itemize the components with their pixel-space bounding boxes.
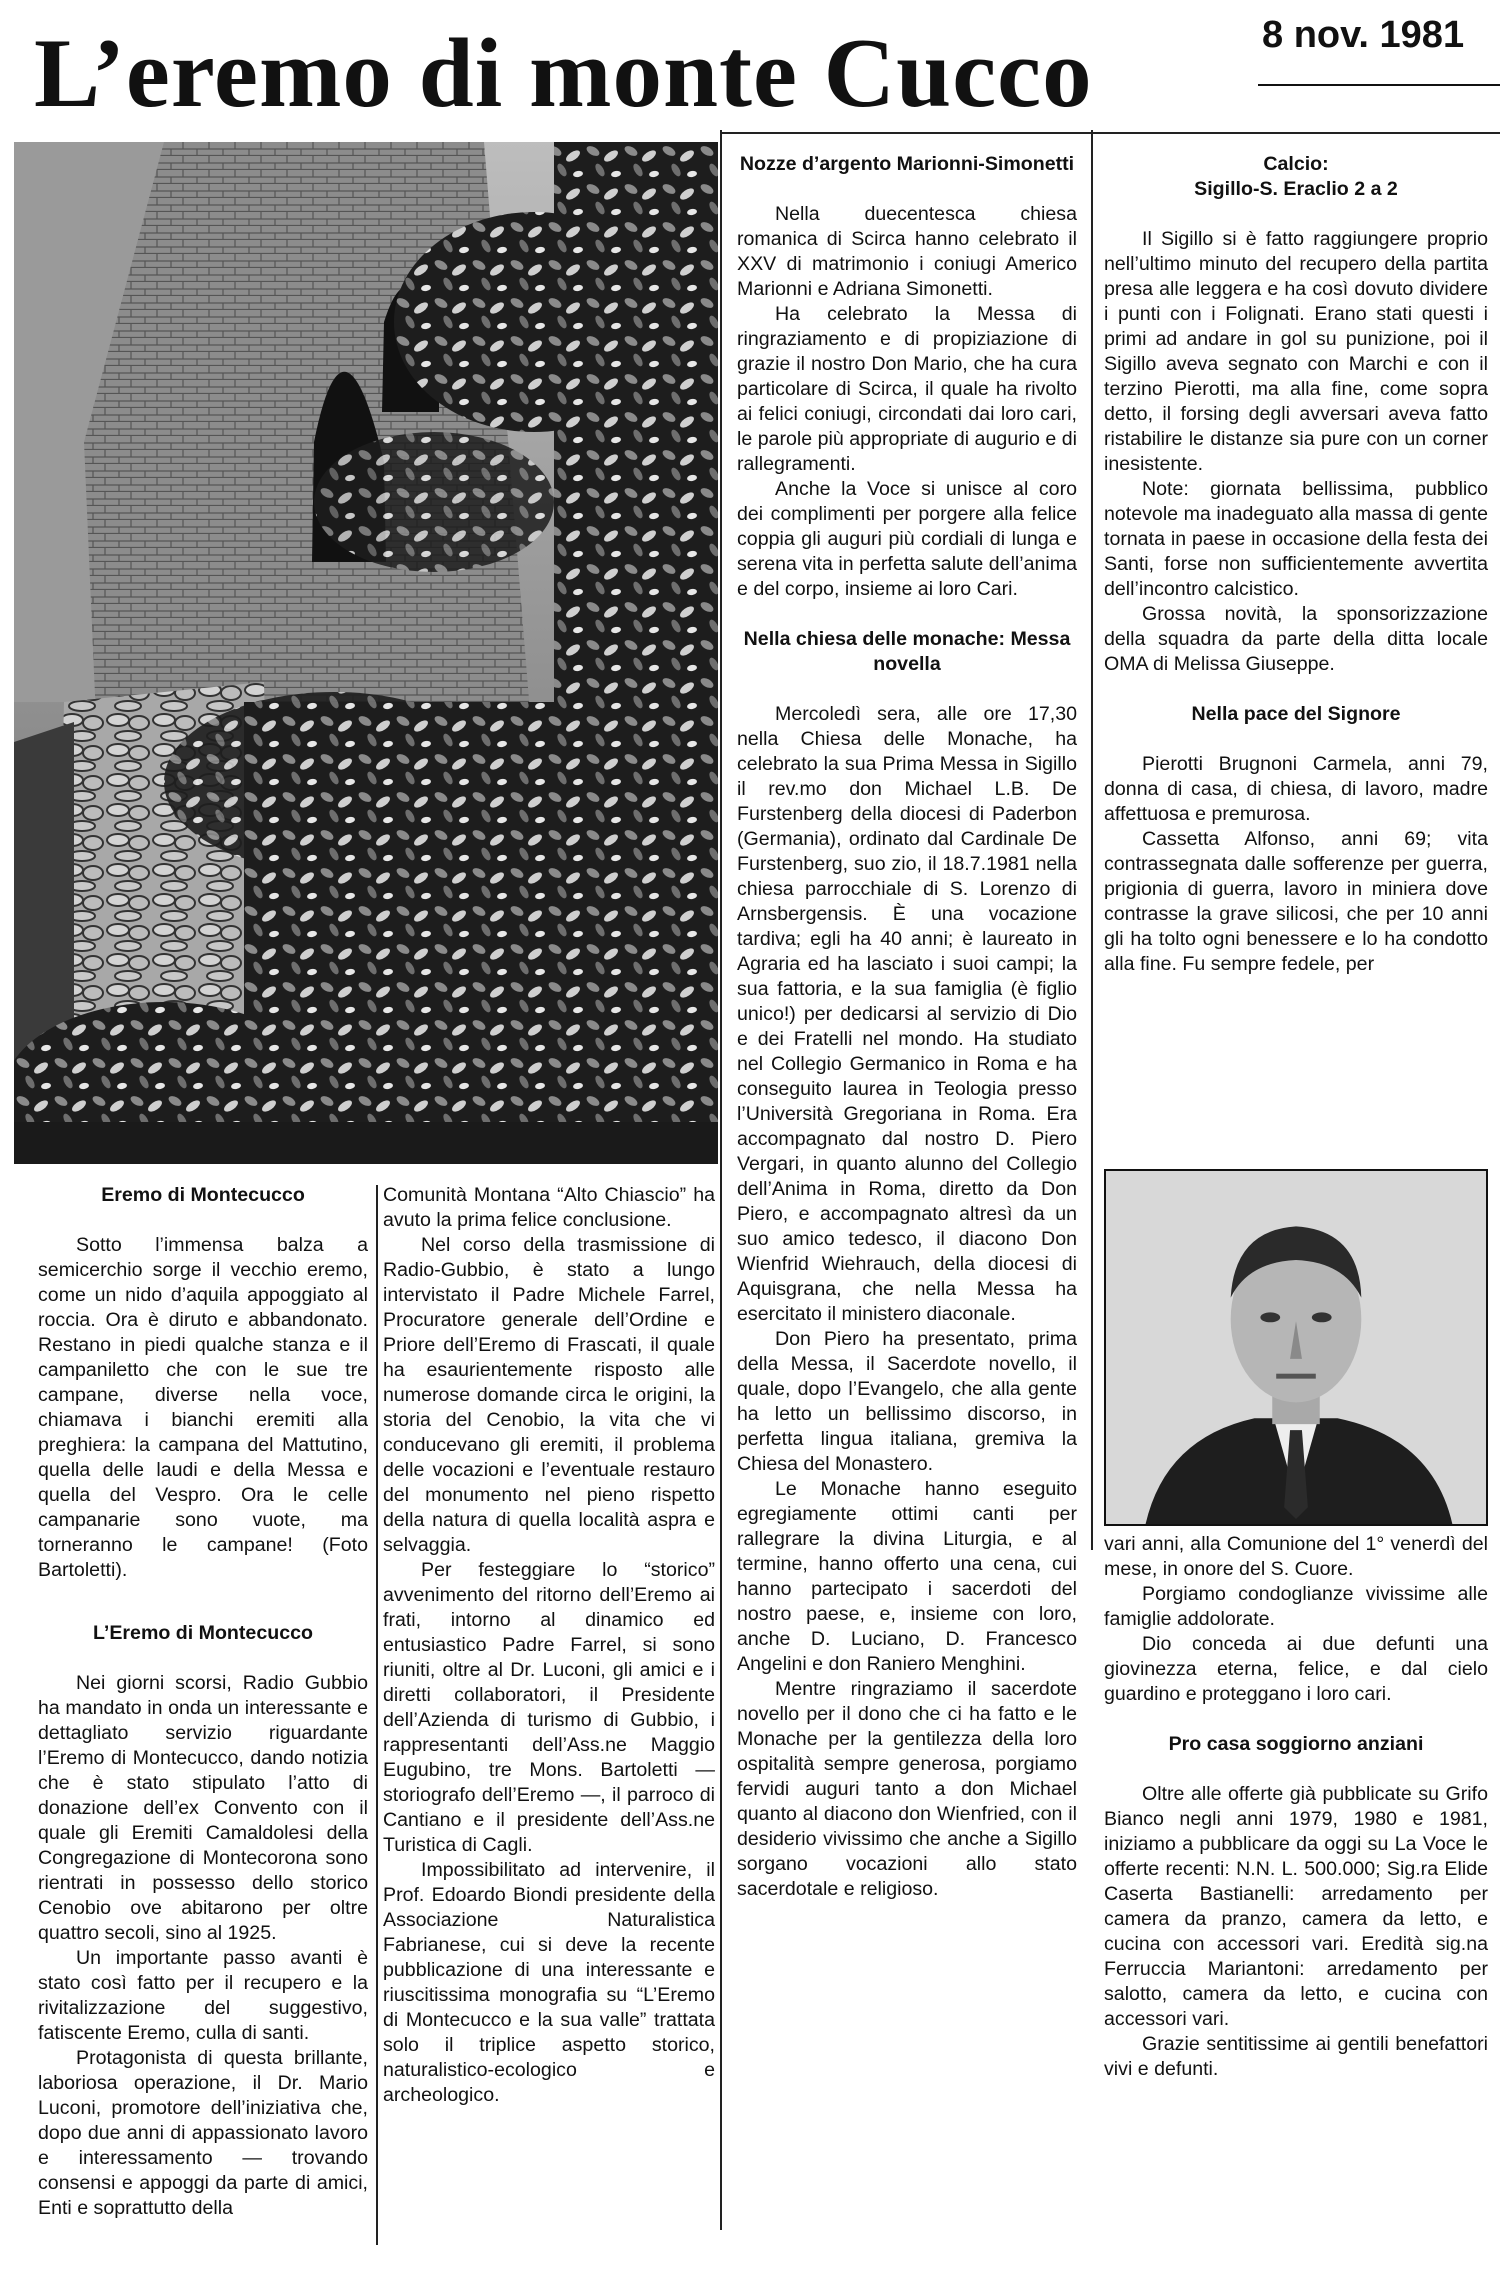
nozze-paragraph-3: Anche la Voce si unisce al coro dei complimenti per porgere alla felice coppia gli auguri più cordiali di lunga e serena vita in perfetta salute dell’anima e del corpo, insieme ai loro Cari. <box>737 478 1077 600</box>
pace-paragraph-4: Porgiamo condoglianze vivissime alle famiglie addolorate. <box>1104 1583 1488 1630</box>
messa-paragraph-3: Le Monache hanno eseguito egregiamente ottimi canti per rallegrare la divina Liturgia, e al termine, hanno offerto una cena, cui hanno partecipato i sacerdoti del nostro paese, e, insieme con loro, anche D. Luciano, D. Francesco Angelini e don Raniero Menghini. <box>737 1478 1077 1675</box>
eremo-paragraph-2: Un importante passo avanti è stato così fatto per il recupero e la rivitalizzazione del suggestivo, fatiscente Eremo, culla di santi. <box>38 1947 368 2044</box>
nozze-paragraph-2: Ha celebrato la Messa di ringraziamento e di propiziazione di grazie il nostro Don Mario, che ha cura particolare di Scirca, il quale ha rivolto ai felici coniugi, circondati dai loro cari, le parole più appropriate di augurio e di rallegramenti. <box>737 303 1077 475</box>
pace-paragraph-3: vari anni, alla Comunione del 1° venerdì del mese, in onore del S. Cuore. <box>1104 1533 1488 1580</box>
article-title-messa: Nella chiesa delle monache: Messa novella <box>743 628 1071 675</box>
calcio-paragraph-3: Grossa novità, la sponsorizzazione della squadra da parte della ditta locale OMA di Melissa Giuseppe. <box>1104 603 1488 675</box>
article-title-pace: Nella pace del Signore <box>1191 703 1401 725</box>
calcio-paragraph-2: Note: giornata bellissima, pubblico notevole ma inadeguato alla massa di gente tornata in paese in occasione della festa dei Santi, forse non sufficientemente avvertita dell’incontro calcistico. <box>1104 478 1488 600</box>
calcio-paragraph-1: Il Sigillo si è fatto raggiungere proprio nell’ultimo minuto del recupero della partita presa alle leggera e ha così dovuto dividere i punti con i Folignati. Erano stati questi i primi ad andare in gol su punizione, poi il Sigillo aveva segnato con Marchi e con il terzino Pierotti, ma alla fine, come sopra detto, il forsing degli avversari aveva fatto ristabilire le distanze sia pure con un corner inesistente. <box>1104 228 1488 475</box>
date-underline <box>1258 84 1500 86</box>
article-title-calcio-line2: Sigillo-S. Eraclio 2 a 2 <box>1194 178 1398 200</box>
column-4-top <box>1104 152 1488 977</box>
eremo-paragraph-4: Comunità Montana “Alto Chiascio” ha avuto la prima felice conclusione. <box>383 1184 715 1231</box>
nozze-paragraph-1: Nella duecentesca chiesa romanica di Scirca hanno celebrato il XXV di matrimonio i coniugi Americo Marionni e Adriana Simonetti. <box>737 203 1077 300</box>
column-2 <box>383 1183 715 2108</box>
publication-date: 8 nov. 1981 <box>1262 14 1465 56</box>
pace-paragraph-1: Pierotti Brugnoni Carmela, anni 79, donna di casa, di chiesa, di lavoro, madre affettuosa e premurosa. <box>1104 753 1488 825</box>
article-title-nozze: Nozze d’argento Marionni-Simonetti <box>739 153 1075 175</box>
article-title-calcio-line1: Calcio: <box>1263 153 1329 175</box>
article-title-eremo: L’Eremo di Montecucco <box>93 1622 313 1644</box>
headline: L’eremo di monte Cucco <box>34 19 1093 128</box>
article-title-casa: Pro casa soggiorno anziani <box>1168 1733 1424 1755</box>
column-1 <box>38 1183 368 2221</box>
photo-caption-title: Eremo di Montecucco <box>101 1184 305 1206</box>
hermitage-photo <box>14 142 718 1164</box>
messa-paragraph-2: Don Piero ha presentato, prima della Messa, il Sacerdote novello, il quale, dopo l’Evangelo, che alla gente ha letto un bellissimo discorso, in perfetta lingua italiana, gremiva la Chiesa del Monastero. <box>737 1328 1077 1475</box>
column-rule-2 <box>376 1185 378 2245</box>
casa-paragraph-2: Grazie sentitissime ai gentili benefattori vivi e defunti. <box>1104 2033 1488 2080</box>
messa-paragraph-4: Mentre ringraziamo il sacerdote novello per il dono che ci ha fatto e le Monache per la gentilezza della loro ospitalità sempre generosa, porgiamo fervidi auguri tanto a don Michael quanto al diacono don Wienfried, con il desiderio vivissimo che anche a Sigillo sorgano vocazioni allo stato sacerdotale e religioso. <box>737 1678 1077 1900</box>
eremo-paragraph-3: Protagonista di questa brillante, laboriosa operazione, il Dr. Mario Luconi, promotore dell’iniziativa che, dopo due anni di appassionato lavoro e interessamento — trovando consensi e appoggi da parte di amici, Enti e soprattutto della <box>38 2047 368 2219</box>
pace-paragraph-5: Dio conceda ai due defunti una giovinezza eterna, felice, e dal cielo guardino e proteggano i loro cari. <box>1104 1633 1488 1705</box>
top-rule <box>720 132 1500 134</box>
column-3 <box>737 152 1077 1902</box>
messa-paragraph-1: Mercoledì sera, alle ore 17,30 nella Chiesa delle Monache, ha celebrato la sua Prima Messa in Sigillo il rev.mo don Michael L.B. De Furstenberg della diocesi di Paderbon (Germania), ordinato dal Cardinale De Furstenberg, suo zio, il 18.7.1981 nella chiesa parrocchiale di S. Lorenzo di Arnsbergensis. È una vocazione tardiva; egli ha 40 anni; è laureato in Agraria ed ha lasciato i suoi campi; la sua fattoria, e la sua famiglia (è figlio unico!) per dedicarsi al servizio di Dio e dei Fratelli nel mondo. Ha studiato nel Collegio Germanico in Roma e ha conseguito laurea in Teologia presso l’Università Gregoriana in Roma. Era accompagnato dal nostro D. Piero Vergari, in quanto alunno del Collegio dell’Anima in Roma, diretto da Don Piero, e accompagnato altresì da un suo amico tedesco, il diacono Don Wienfrid Wiehrauch, della diocesi di Aquisgrana, che nella Messa ha esercitato il ministero diaconale. <box>737 703 1077 1325</box>
column-rule-3 <box>720 130 722 2230</box>
column-rule-4 <box>1091 130 1093 1550</box>
casa-paragraph-1: Oltre alle offerte già pubblicate su Grifo Bianco negli anni 1979, 1980 e 1981, iniziamo a pubblicare da oggi su La Voce le offerte recenti: N.N. L. 500.000; Sig.ra Elide Caserta Bastianelli: arredamento per camera da pranzo, camera da letto, e cucina con accessori vari. Eredità sig.na Ferruccia Mariantoni: arredamento per salotto, camera da letto, e cucina con accessori vari. <box>1104 1783 1488 2030</box>
eremo-paragraph-1: Nei giorni scorsi, Radio Gubbio ha mandato in onda un interessante e dettagliato servizio riguardante l’Eremo di Montecucco, dando notizia che è stato stipulato l’atto di donazione dell’ex Convento con il quale gli Eremiti Camaldolesi della Congregazione di Montecorona sono rientrati in possesso dello storico Cenobio ove abitarono per oltre quattro secoli, sino al 1925. <box>38 1672 368 1944</box>
column-4-bottom <box>1104 1532 1488 2082</box>
eremo-paragraph-7: Impossibilitato ad intervenire, il Prof. Edoardo Biondi presidente della Associazione Naturalistica Fabrianese, cui si deve la recente pubblicazione di una interessante e riuscitissima monografia su “L’Eremo di Montecucco e la sua valle” trattata solo il triplice aspetto storico, naturalistico-ecologico e archeologico. <box>383 1859 715 2106</box>
pace-paragraph-2: Cassetta Alfonso, anni 69; vita contrassegnata dalle sofferenze per guerra, prigionia di guerra, lavoro in miniera dove contrasse la grave silicosi, che per 10 anni gli ha tolto ogni benessere e lo ha condotto alla fine. Fu sempre fedele, per <box>1104 828 1488 975</box>
eremo-paragraph-5: Nel corso della trasmissione di Radio-Gubbio, è stato a lungo intervistato il Padre Michele Farrel, Procuratore generale dell’Ordine e Priore dell’Eremo di Frascati, il quale ha esaurientemente risposto alle numerose domande circa le origini, la storia del Cenobio, la vita che vi conducevano gli eremiti, il problema delle vocazioni e l’eventuale restauro del monumento nel pieno rispetto della natura di quella località aspra e selvaggia. <box>383 1234 715 1556</box>
obituary-portrait <box>1104 1169 1488 1526</box>
eremo-paragraph-6: Per festeggiare lo “storico” avvenimento del ritorno dell’Eremo ai frati, intorno al dinamico ed entusiastico Padre Farrel, si sono riuniti, oltre al Dr. Luconi, gli amici e i diretti collaboratori, il Presidente dell’Azienda di turismo di Gubbio, i rappresentanti dell’Ass.ne Maggio Eugubino, tre Mons. Bartoletti — storiografo dell’Eremo —, il parroco di Cantiano e il presidente dell’Ass.ne Turistica di Cagli. <box>383 1559 715 1856</box>
photo-caption-text: Sotto l’immensa balza a semicerchio sorge il vecchio eremo, come un nido d’aquila appoggiato al roccia. Ora è diruto e abbandonato. Restano in piedi qualche stanza e il campaniletto che con le sue tre campane, diverse nella voce, chiamava i bianchi eremiti alla preghiera: la campana del Mattutino, quella delle laudi e della Messa e quella del Vespro. Ora le celle campanarie sono vuote, ma torneranno le campane! (Foto Bartoletti). <box>38 1234 368 1581</box>
